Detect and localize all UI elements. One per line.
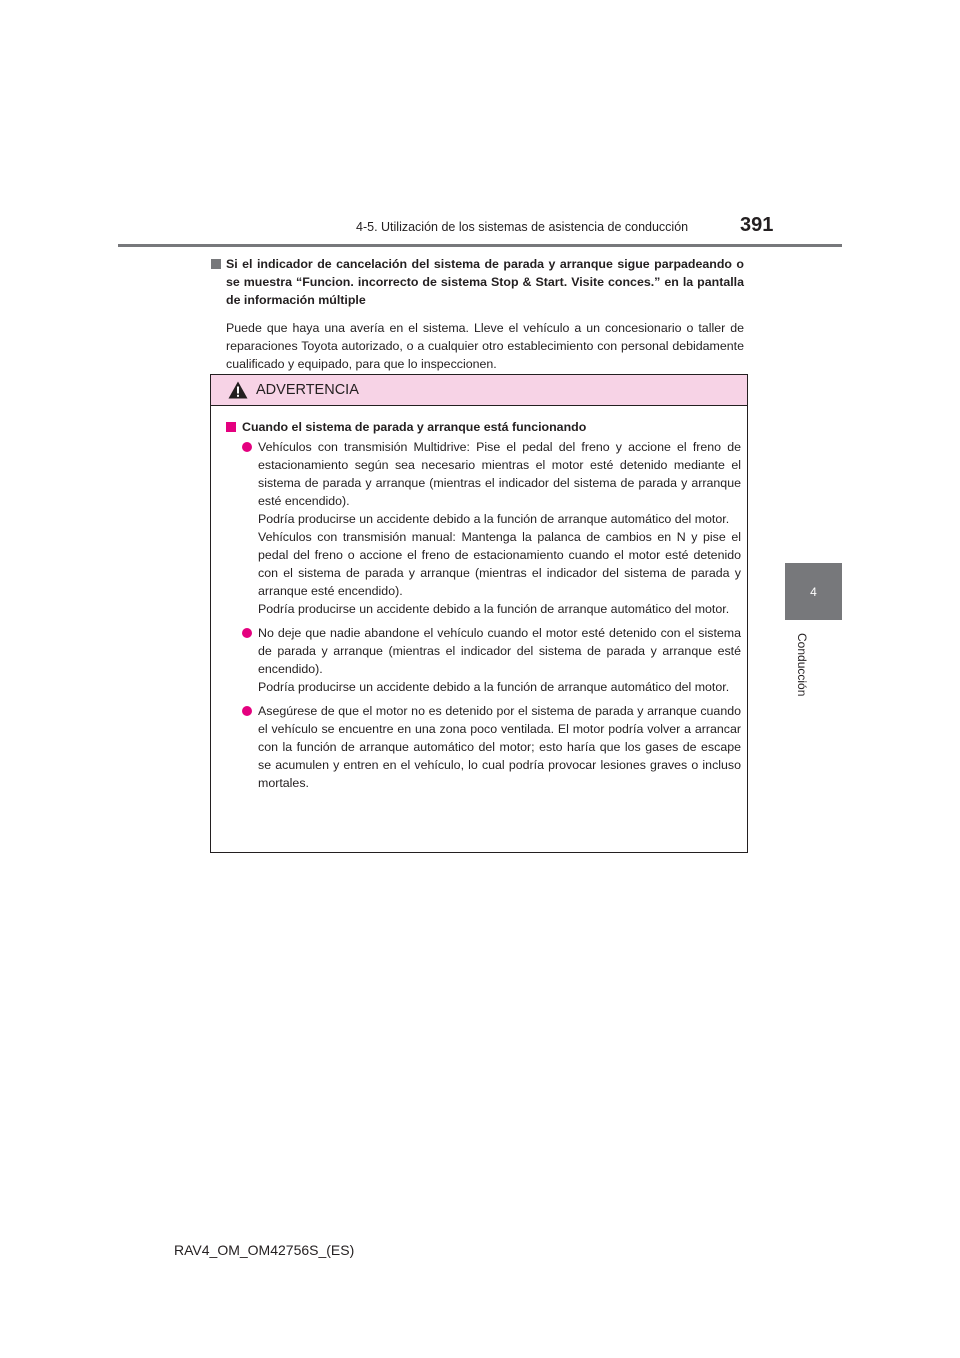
- warning-body: [211, 406, 747, 792]
- warning-header: [211, 375, 747, 406]
- header-section-title: 4-5. Utilización de los sistemas de asistencia de conducción: [356, 220, 689, 234]
- chapter-number: 4: [810, 584, 817, 599]
- header-divider: [118, 244, 842, 247]
- warning-subheading-text: Cuando el sistema de parada y arranque está funcionando: [242, 420, 587, 434]
- document-code: RAV4_OM_OM42756S_(ES): [174, 1242, 355, 1258]
- section-body: Puede que haya una avería en el sistema. Lleve el vehículo a un concesionario o taller de reparaciones Toyota autorizado, o a cualquier otro establecimiento con personal debidamente cualificado y equipado, para que lo inspeccionen.: [226, 321, 744, 371]
- page-number: 391: [740, 214, 774, 236]
- warning-bullet: [226, 624, 741, 696]
- bullet-paragraph: Podría producirse un accidente debido a la función de arranque automático del motor.: [258, 602, 730, 616]
- bullet-paragraph: Vehículos con transmisión Multidrive: Pise el pedal del freno y accione el freno de estacionamiento según sea necesario mientras el motor esté detenido mediante el sistema de parada y arranque (mientras el indicador del sistema de parada y arranque esté encendido).: [258, 440, 741, 508]
- troubleshooting-section: [210, 255, 744, 373]
- warning-bullet: [226, 702, 741, 792]
- circle-bullet-icon: [242, 442, 252, 452]
- warning-bullet: [226, 438, 741, 618]
- bullet-paragraph: Vehículos con transmisión manual: Mantenga la palanca de cambios en N y pise el pedal del freno o accione el freno de estacionamiento cuando el motor esté detenido con el sistema de parada y arranque (mientras el indicador del sistema de parada y arranque esté encendido).: [258, 530, 741, 598]
- section-heading-text: Si el indicador de cancelación del sistema de parada y arranque sigue parpadeando o se muestra “Funcion. incorrecto de sistema Stop & Start. Visite conces.” en la pantalla de información múltiple: [226, 257, 744, 307]
- warning-title: ADVERTENCIA: [256, 382, 359, 398]
- chapter-tab[interactable]: [785, 563, 842, 620]
- warning-box: [210, 374, 748, 853]
- bullet-paragraph: No deje que nadie abandone el vehículo cuando el motor esté detenido con el sistema de parada y arranque (mientras el indicador del sistema de parada y arranque esté encendido).: [258, 626, 741, 676]
- square-bullet-icon: [226, 422, 236, 432]
- circle-bullet-icon: [242, 706, 252, 716]
- bullet-paragraph: Podría producirse un accidente debido a la función de arranque automático del motor.: [258, 680, 730, 694]
- section-heading: [210, 255, 744, 309]
- bullet-paragraph: Asegúrese de que el motor no es detenido por el sistema de parada y arranque cuando el vehículo se encuentre en una zona poco ventilada. El motor podría volver a arrancar con la función de arranque automático del motor; esto haría que los gases de escape se acumulen y entren en el vehículo, lo cual podría provocar lesiones graves o incluso mortales.: [258, 704, 741, 790]
- bullet-paragraph: Podría producirse un accidente debido a la función de arranque automático del motor.: [258, 512, 730, 526]
- warning-triangle-icon: [228, 381, 248, 399]
- warning-subheading: [226, 418, 741, 436]
- chapter-label: Conducción: [795, 633, 809, 697]
- square-bullet-icon: [211, 259, 221, 269]
- circle-bullet-icon: [242, 628, 252, 638]
